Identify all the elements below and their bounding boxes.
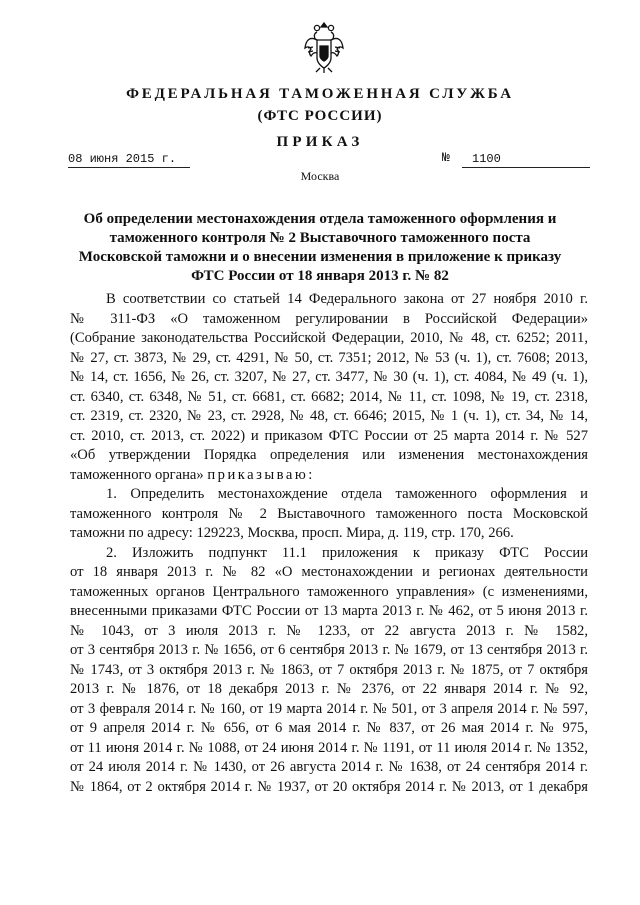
text-line: таможни по адресу: 129223, Москва, просп. Мира, д. 119, стр. 170, 266. [70, 525, 514, 541]
issue-city: Москва [300, 169, 340, 183]
document-type-title: ПРИКАЗ [276, 134, 364, 150]
text-line: от 18 января 2013 г. № 82 «О местонахождении и регионах деятельности [70, 564, 588, 580]
subject-line: таможенного контроля № 2 Выставочного таможенного поста [109, 230, 531, 246]
item-2-paragraph [70, 544, 588, 798]
order-number: 1100 [462, 151, 590, 168]
text-line: № 27, ст. 3873, № 29, ст. 4291, № 50, ст. 7351; 2012, № 53 (ч. 1), ст. 7608; 2013, [70, 349, 588, 366]
text-line: № 14, ст. 1656, № 26, ст. 3207, № 27, ст. 3477, № 30 (ч. 1), ст. 4084, № 49 (ч. 1), [70, 369, 588, 385]
text-line: «Об утверждении Порядка определения или изменения местонахождения [70, 447, 588, 463]
text-line: 2013 г. № 1876, от 18 декабря 2013 г. № 2376, от 22 января 2014 г. № 92, [70, 681, 588, 697]
text-line: (Собрание законодательства Российской Федерации, 2010, № 48, ст. 6252; 2011, [70, 330, 588, 346]
agency-short-name: (ФТС РОССИИ) [257, 108, 383, 124]
order-number-sign: № [442, 150, 450, 165]
order-subject [0, 210, 640, 286]
subject-line: ФТС России от 18 января 2013 г. № 82 [191, 268, 449, 284]
subject-line: Об определении местонахождения отдела таможенного оформления и [83, 211, 557, 227]
order-date: 08 июня 2015 г. [68, 151, 190, 168]
text-line: от 9 апреля 2014 г. № 656, от 6 мая 2014 г. № 837, от 26 мая 2014 г. № 975, [70, 720, 588, 736]
preamble-last-prefix: таможенного органа» [70, 466, 208, 483]
text-line: внесенными приказами ФТС России от 13 марта 2013 г. № 462, от 5 июня 2013 г. [70, 603, 588, 619]
order-command-word: приказываю: [207, 466, 315, 483]
text-line: ст. 2010, ст. 2013, ст. 2022) и приказом ФТС России от 25 марта 2014 г. № 527 [70, 427, 588, 444]
text-line: от 3 февраля 2014 г. № 160, от 19 марта 2014 г. № 501, от 3 апреля 2014 г. № 597, [70, 700, 588, 717]
text-line: 2. Изложить подпункт 11.1 приложения к приказу ФТС России [106, 544, 588, 561]
preamble-paragraph [70, 290, 588, 485]
text-line: № 1043, от 3 июля 2013 г. № 1233, от 22 августа 2013 г. № 1582, [70, 622, 588, 639]
text-line: № 311-ФЗ «О таможенном регулировании в Российской Федерации» [70, 310, 588, 327]
text-line [70, 466, 588, 486]
text-line: ст. 6340, ст. 6348, № 51, ст. 6681, ст. 6682; 2014, № 11, ст. 1098, № 19, ст. 2318, [70, 388, 588, 405]
agency-name: ФЕДЕРАЛЬНАЯ ТАМОЖЕННАЯ СЛУЖБА [126, 86, 514, 102]
text-line: от 3 сентября 2013 г. № 1656, от 6 сентября 2013 г. № 1679, от 13 сентября 2013 г. [70, 642, 588, 658]
text-line: таможенных органов Центрального таможенного управления» (с изменениями, [70, 583, 588, 600]
text-line: № 1743, от 3 октября 2013 г. № 1863, от 7 октября 2013 г. № 1875, от 7 октября [70, 661, 588, 678]
text-line: ст. 2319, ст. 2320, № 23, ст. 2928, № 48, ст. 6646; 2015, № 1 (ч. 1), ст. 34, № 14, [70, 408, 588, 424]
text-line: таможенного контроля № 2 Выставочного таможенного поста Московской [70, 505, 588, 522]
text-line: В соответствии со статьей 14 Федерального закона от 27 ноября 2010 г. [106, 291, 588, 307]
text-line: от 11 июня 2014 г. № 1088, от 24 июня 2014 г. № 1191, от 11 июля 2014 г. № 1352, [70, 739, 588, 756]
subject-line: Московской таможни и о внесении изменения в приложение к приказу [78, 249, 562, 265]
text-line: 1. Определить местонахождение отдела таможенного оформления и [106, 486, 588, 502]
item-1-paragraph [70, 485, 588, 544]
text-line: № 1864, от 2 октября 2014 г. № 1937, от 20 октября 2014 г. № 2013, от 1 декабря [70, 778, 588, 795]
text-line: от 24 июля 2014 г. № 1430, от 26 августа 2014 г. № 1638, от 24 сентября 2014 г. [70, 759, 588, 775]
coat-of-arms-emblem [304, 22, 344, 74]
document-body [70, 290, 588, 797]
